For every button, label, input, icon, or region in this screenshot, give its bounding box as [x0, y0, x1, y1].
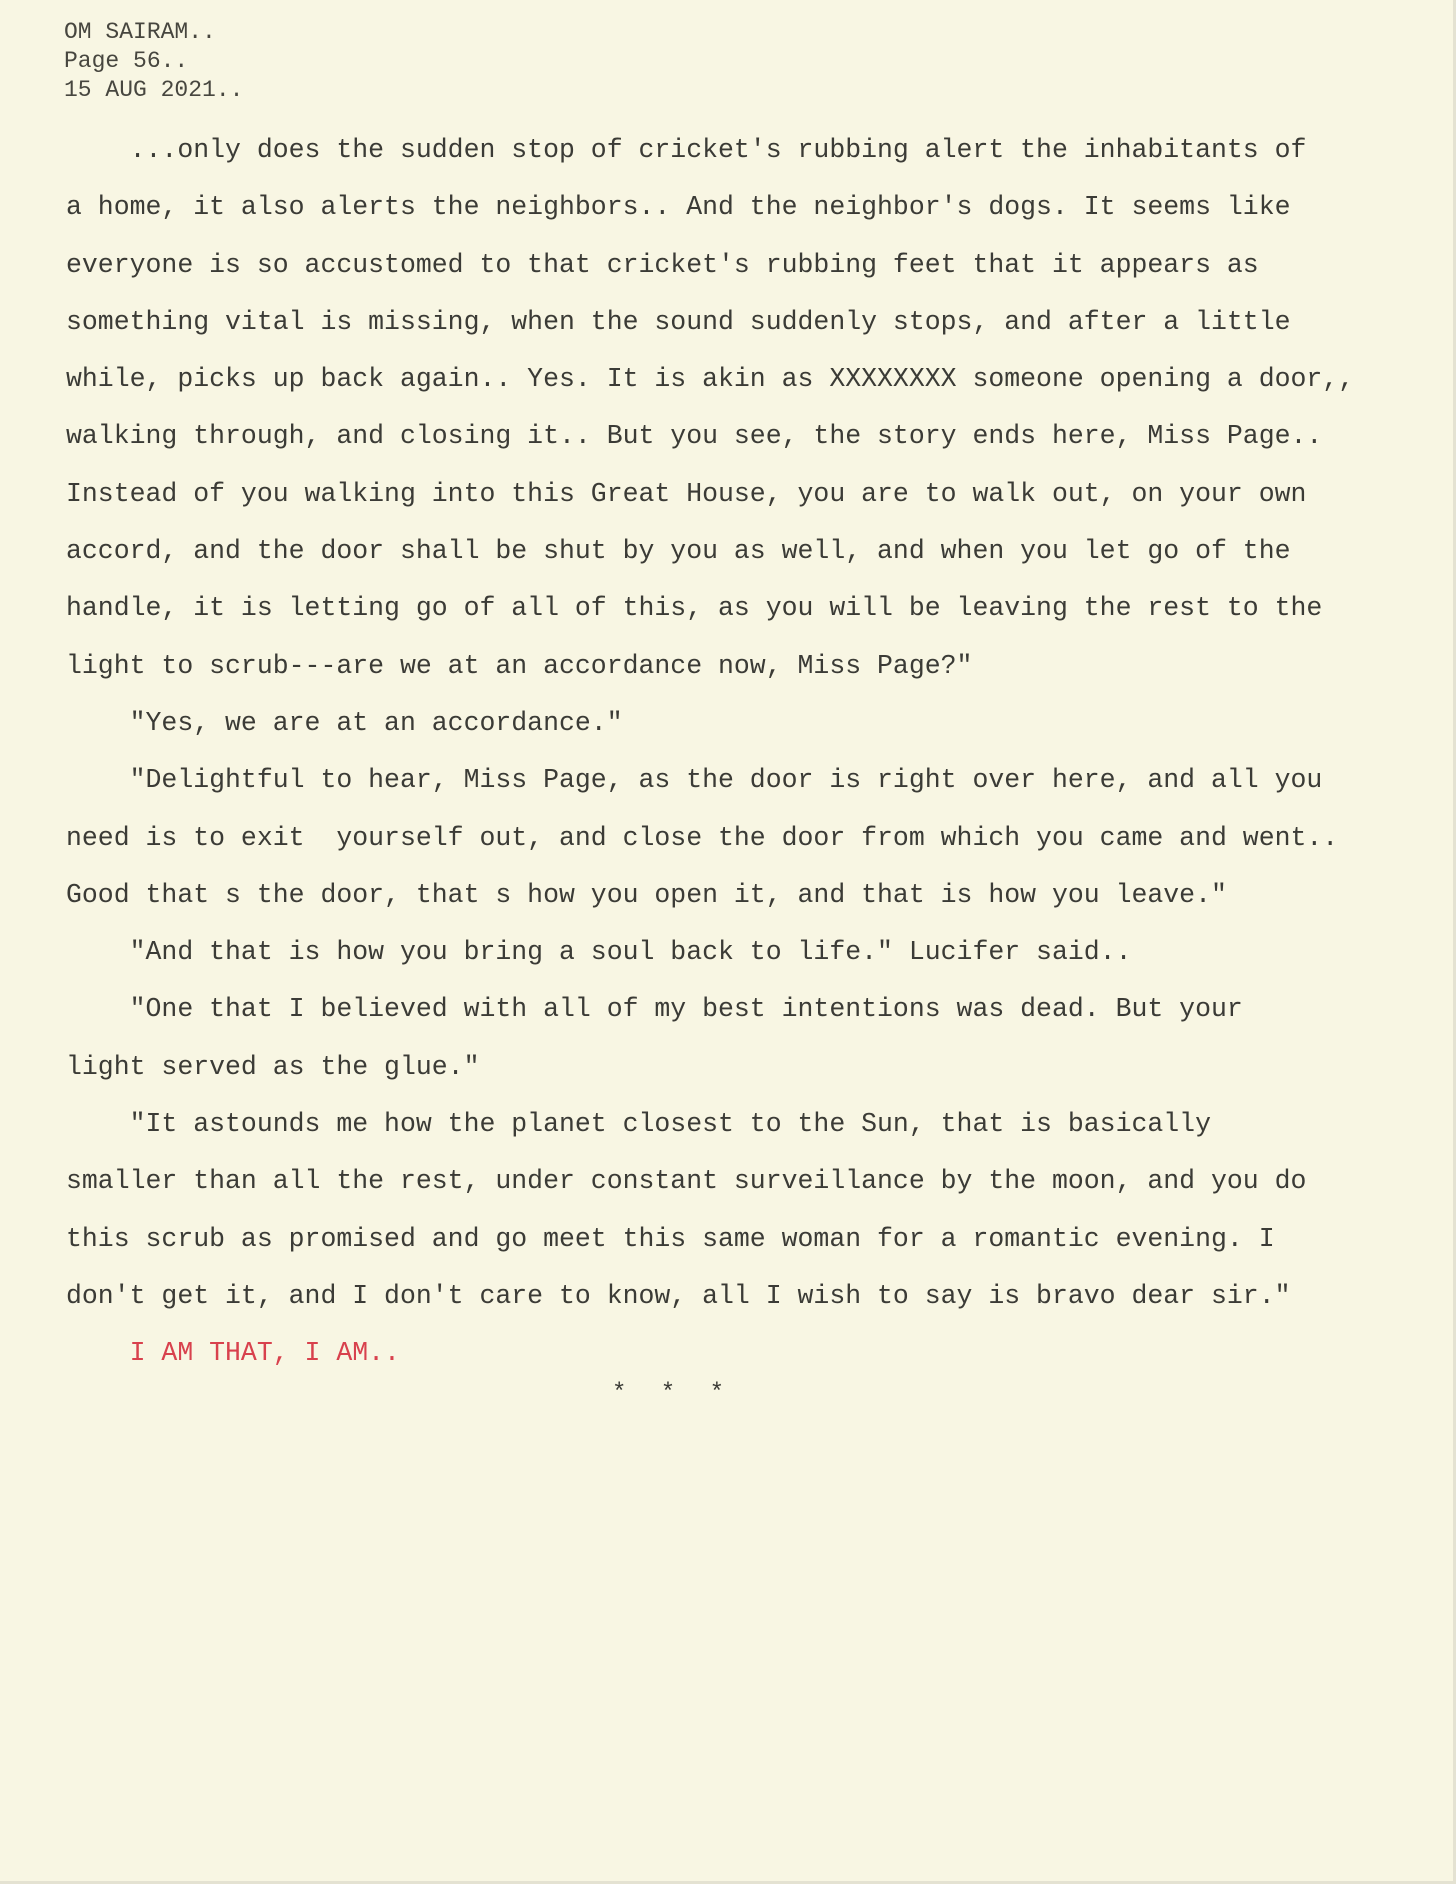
header-title: OM SAIRAM..	[64, 19, 216, 45]
page-header	[64, 18, 243, 105]
text-line: this scrub as promised and go meet this same woman for a romantic evening. I	[66, 1223, 1275, 1254]
text-line: light to scrub---are we at an accordance now, Miss Page?"	[66, 650, 973, 681]
text-line: don't get it, and I don't care to know, all I wish to say is bravo dear sir."	[66, 1280, 1291, 1311]
text-line: "One that I believed with all of my best intentions was dead. But your	[66, 994, 1243, 1025]
section-break-stars: * * *	[612, 1380, 735, 1407]
text-line: "And that is how you bring a soul back to life." Lucifer said..	[66, 937, 1132, 968]
text-line: "It astounds me how the planet closest to the Sun, that is basically	[66, 1109, 1211, 1140]
text-line: accord, and the door shall be shut by you as well, and when you let go of the	[66, 536, 1291, 567]
text-line: walking through, and closing it.. But you see, the story ends here, Miss Page..	[66, 421, 1323, 452]
text-line: light served as the glue."	[66, 1051, 480, 1082]
text-line: something vital is missing, when the sound suddenly stops, and after a little	[66, 306, 1291, 337]
text-line: ...only does the sudden stop of cricket's rubbing alert the inhabitants of	[66, 135, 1307, 165]
text-line: "Yes, we are at an accordance."	[66, 707, 623, 738]
text-line: Instead of you walking into this Great House, you are to walk out, on your own	[66, 478, 1307, 509]
text-line: Good that s the door, that s how you open it, and that is how you leave."	[66, 879, 1227, 910]
body-text	[66, 122, 1446, 1383]
red-signoff: I AM THAT, I AM..	[66, 1338, 400, 1369]
text-line: everyone is so accustomed to that cricket's rubbing feet that it appears as	[66, 249, 1259, 280]
text-line: smaller than all the rest, under constant surveillance by the moon, and you do	[66, 1166, 1307, 1197]
header-page-number: Page 56..	[64, 48, 189, 74]
text-line: need is to exit yourself out, and close the door from which you came and went..	[66, 822, 1339, 853]
text-line: handle, it is letting go of all of this, as you will be leaving the rest to the	[66, 593, 1323, 624]
text-line: a home, it also alerts the neighbors.. And the neighbor's dogs. It seems like	[66, 192, 1291, 223]
header-date: 15 AUG 2021..	[64, 77, 244, 103]
text-line: "Delightful to hear, Miss Page, as the door is right over here, and all you	[66, 765, 1323, 796]
text-line: while, picks up back again.. Yes. It is akin as XXXXXXXX someone opening a door,,	[66, 364, 1355, 395]
